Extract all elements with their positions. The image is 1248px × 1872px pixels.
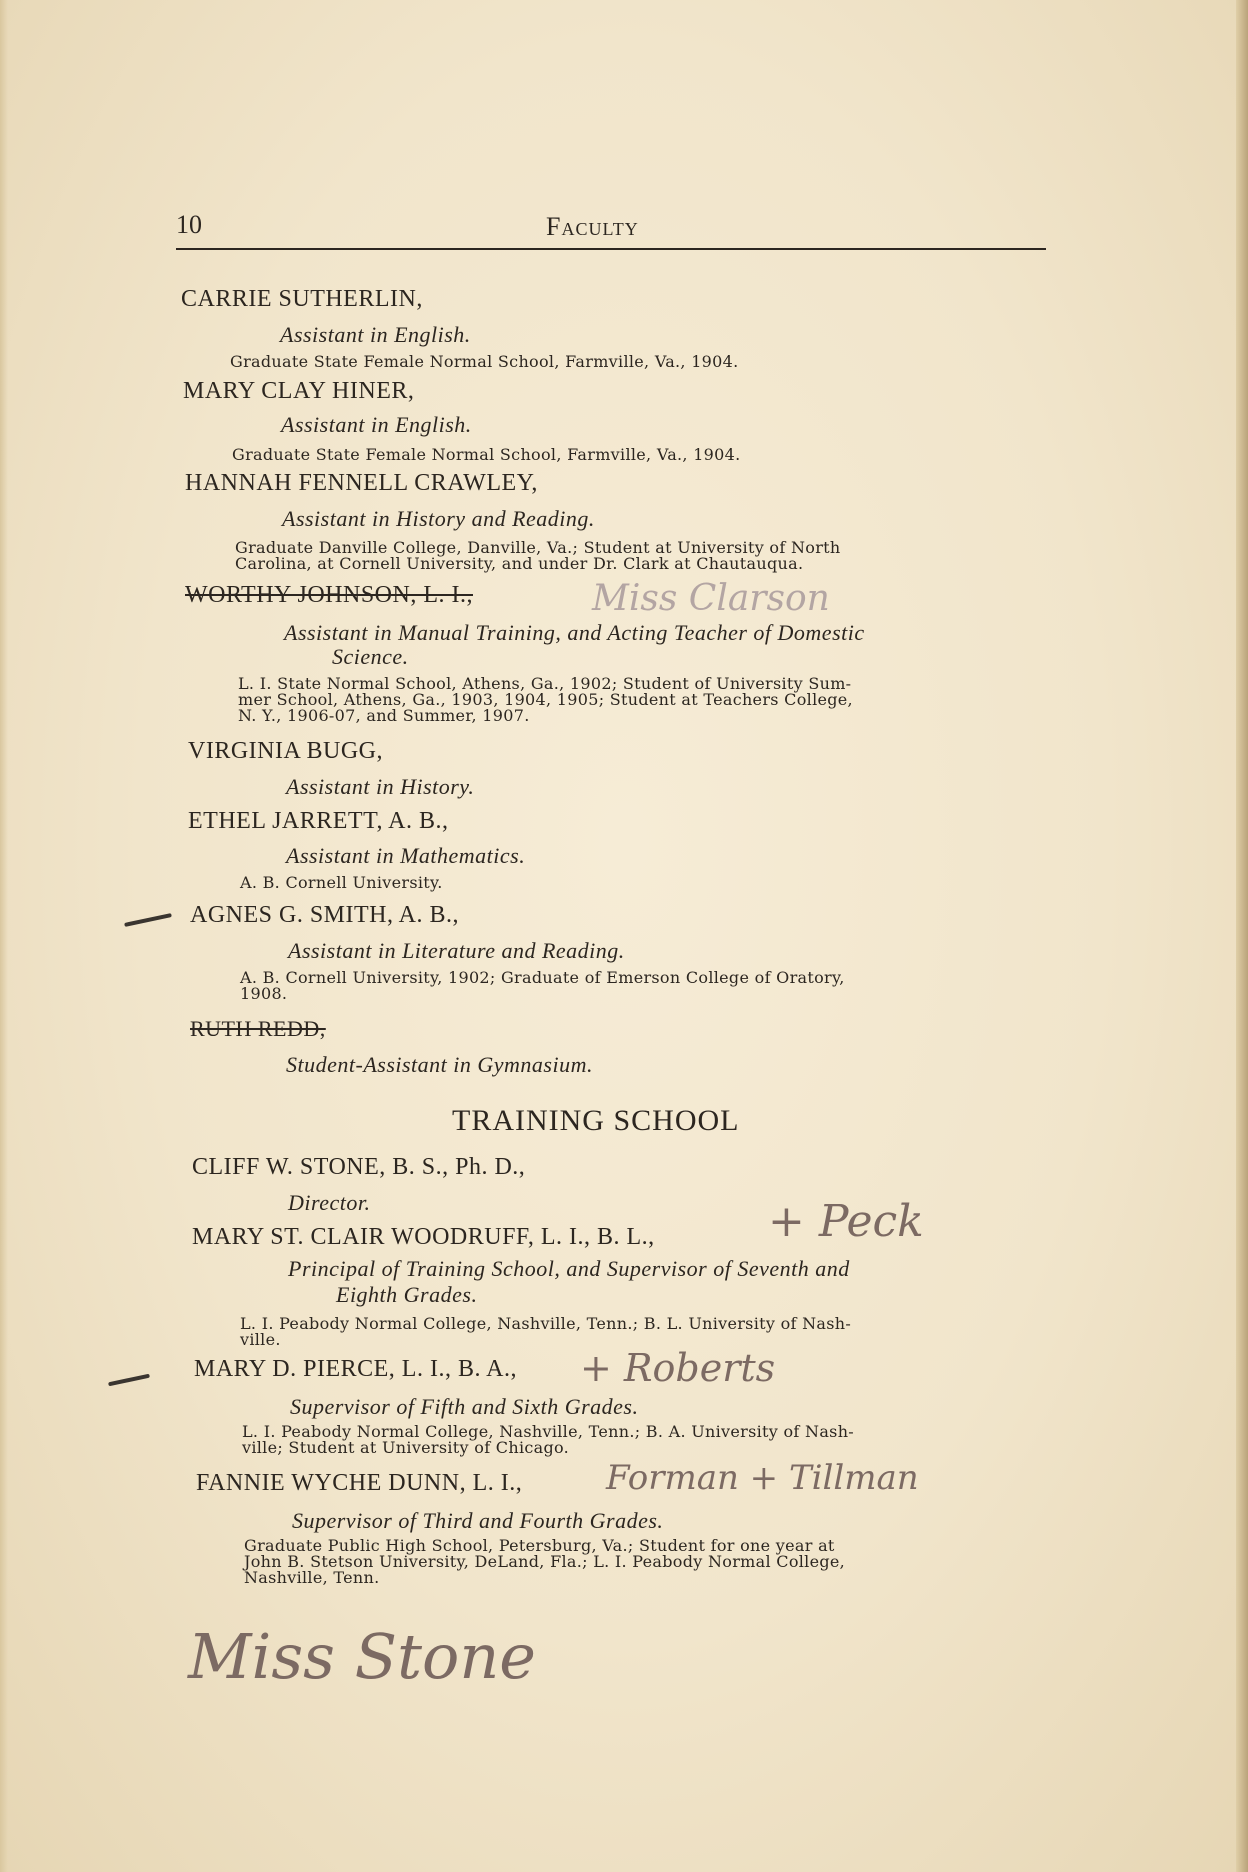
faculty-role: Student-Assistant in Gymnasium. (286, 1052, 593, 1077)
faculty-role: Assistant in Mathematics. (286, 843, 526, 868)
faculty-name: CLIFF W. STONE, B. S., Ph. D., (192, 1154, 526, 1180)
page-edge-shadow-left (0, 0, 8, 1872)
faculty-name: MARY ST. CLAIR WOODRUFF, L. I., B. L., (192, 1224, 655, 1250)
faculty-credential: Nashville, Tenn. (244, 1568, 380, 1587)
faculty-credential: L. I. Peabody Normal College, Nashville, Tenn.; B. L. University of Nash- (240, 1314, 852, 1333)
faculty-role: Assistant in Manual Training, and Acting Teacher of Domestic (284, 620, 865, 645)
faculty-credential: Graduate State Female Normal School, Farmville, Va., 1904. (232, 445, 741, 464)
page-header (176, 210, 1046, 244)
faculty-credential: 1908. (240, 984, 288, 1003)
handwritten-annotation: Miss Stone (188, 1620, 536, 1693)
header-rule (176, 248, 1046, 250)
faculty-role: Assistant in History and Reading. (282, 506, 595, 531)
margin-pencil-mark (124, 913, 172, 927)
faculty-role: Supervisor of Third and Fourth Grades. (292, 1508, 664, 1533)
faculty-role-continued: Eighth Grades. (336, 1282, 478, 1307)
faculty-role: Principal of Training School, and Supervisor of Seventh and (288, 1256, 850, 1281)
faculty-credential: Graduate State Female Normal School, Farmville, Va., 1904. (230, 352, 739, 371)
faculty-credential: Carolina, at Cornell University, and under Dr. Clark at Chautauqua. (235, 554, 804, 573)
faculty-name: HANNAH FENNELL CRAWLEY, (185, 470, 538, 496)
page-edge-shadow-right (1236, 0, 1248, 1872)
handwritten-annotation: + Roberts (580, 1346, 776, 1390)
page-number: 10 (176, 210, 202, 239)
faculty-name: VIRGINIA BUGG, (188, 738, 383, 764)
handwritten-annotation: Miss Clarson (592, 578, 830, 619)
faculty-credential: A. B. Cornell University, 1902; Graduate of Emerson College of Oratory, (240, 968, 845, 987)
faculty-name: MARY D. PIERCE, L. I., B. A., (194, 1356, 517, 1382)
handwritten-annotation: Forman + Tillman (606, 1458, 919, 1498)
faculty-role: Assistant in History. (286, 774, 475, 799)
faculty-credential: ville; Student at University of Chicago. (242, 1438, 570, 1457)
faculty-credential: Graduate Danville College, Danville, Va.; Student at University of North (235, 538, 841, 557)
faculty-credential: A. B. Cornell University. (240, 873, 443, 892)
faculty-role: Assistant in English. (280, 322, 471, 347)
faculty-name: ETHEL JARRETT, A. B., (188, 808, 449, 834)
faculty-credential: L. I. Peabody Normal College, Nashville, Tenn.; B. A. University of Nash- (242, 1422, 855, 1441)
faculty-role: Assistant in English. (281, 412, 472, 437)
faculty-credential: N. Y., 1906-07, and Summer, 1907. (238, 706, 530, 725)
faculty-credential: L. I. State Normal School, Athens, Ga., 1902; Student of University Sum- (238, 674, 852, 693)
faculty-name: FANNIE WYCHE DUNN, L. I., (196, 1470, 523, 1496)
section-heading: TRAINING SCHOOL (452, 1104, 740, 1137)
faculty-name: AGNES G. SMITH, A. B., (190, 902, 460, 928)
faculty-role: Assistant in Literature and Reading. (288, 938, 625, 963)
faculty-name-struck: WORTHY JOHNSON, L. I., (185, 582, 473, 608)
faculty-name: MARY CLAY HINER, (183, 378, 415, 404)
faculty-credential: John B. Stetson University, DeLand, Fla.; L. I. Peabody Normal College, (244, 1552, 846, 1571)
faculty-role: Director. (288, 1190, 371, 1215)
faculty-role-continued: Science. (332, 644, 409, 669)
margin-pencil-mark (108, 1374, 150, 1387)
faculty-credential: ville. (240, 1330, 281, 1349)
faculty-role: Supervisor of Fifth and Sixth Grades. (290, 1394, 639, 1419)
faculty-credential: Graduate Public High School, Petersburg, Va.; Student for one year at (244, 1536, 835, 1555)
running-head: Faculty (546, 212, 639, 241)
faculty-credential: mer School, Athens, Ga., 1903, 1904, 1905; Student at Teachers College, (238, 690, 853, 709)
faculty-name-struck: RUTH REDD, (190, 1016, 326, 1041)
handwritten-annotation: + Peck (768, 1196, 924, 1247)
faculty-name: CARRIE SUTHERLIN, (181, 286, 423, 312)
